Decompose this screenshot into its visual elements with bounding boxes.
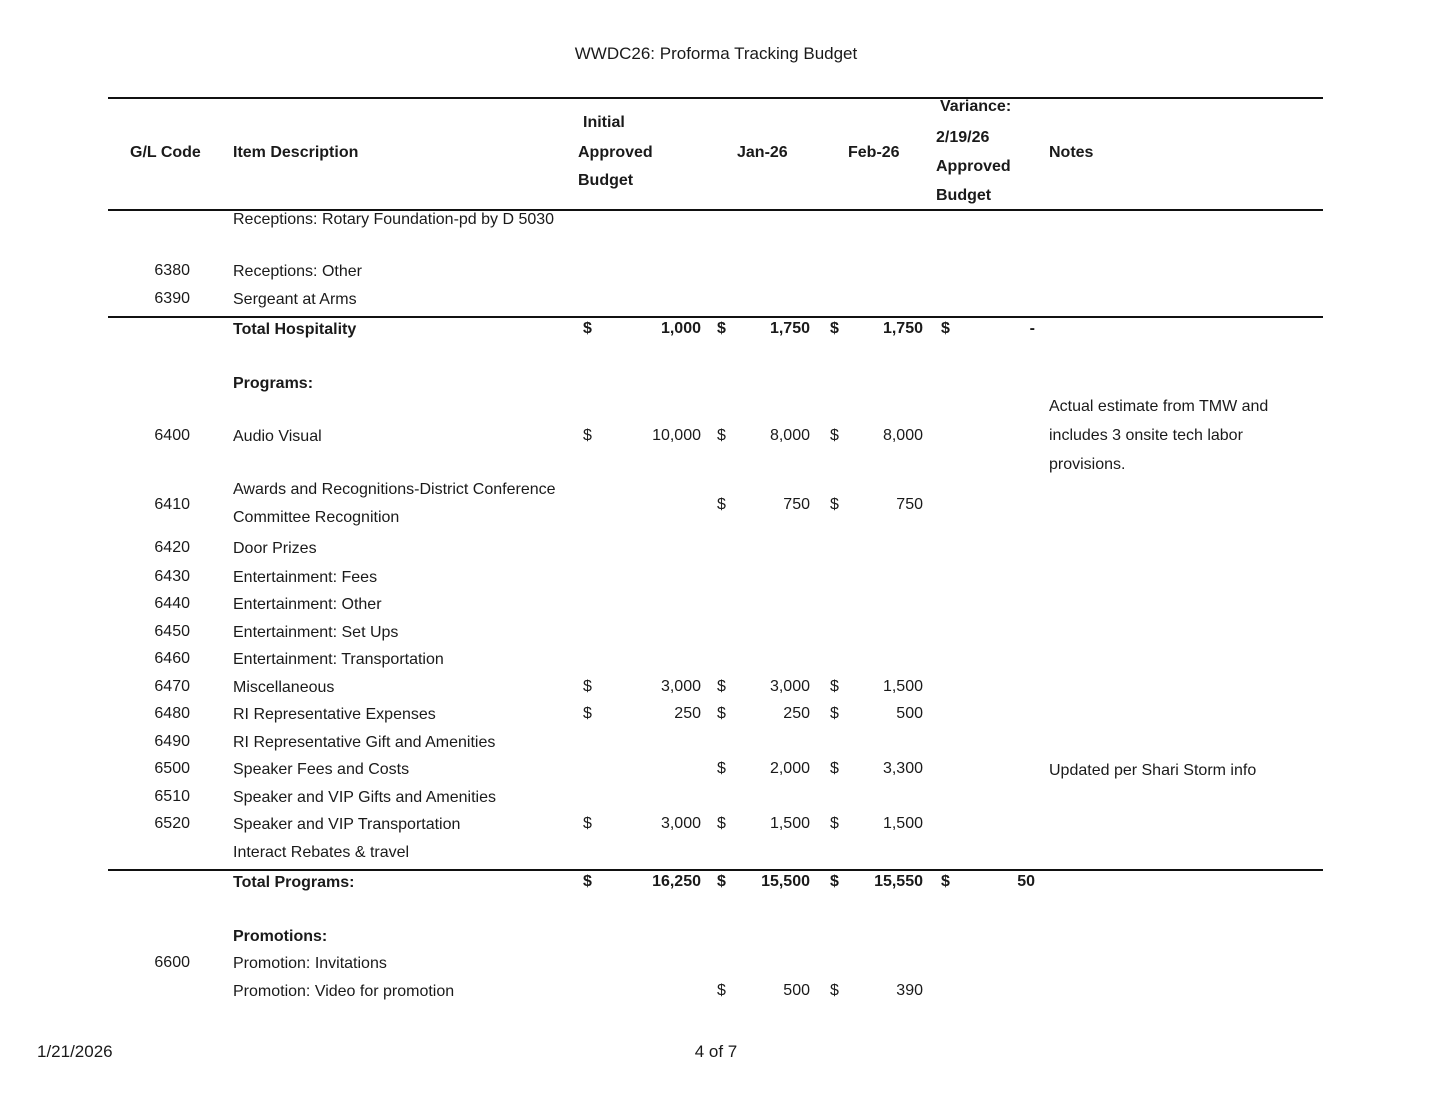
table-row	[108, 289, 1323, 316]
item-description: Total Hospitality	[233, 321, 357, 338]
item-description: Door Prizes	[233, 540, 317, 557]
initial-budget-value: 250	[674, 705, 701, 722]
table-row-spacer	[108, 345, 1323, 373]
feb-currency: $	[830, 760, 839, 777]
item-description: Entertainment: Transportation	[233, 651, 444, 668]
feb-value: 500	[896, 705, 923, 722]
feb-value: 1,750	[882, 320, 923, 337]
header-gl-code: G/L Code	[130, 144, 201, 161]
initial-budget-value: 3,000	[660, 815, 701, 832]
feb-currency: $	[830, 678, 839, 695]
header-feb: Feb-26	[848, 144, 900, 161]
notes-text: Actual estimate from TMW and includes 3 onsite tech labor provisions.	[1049, 398, 1269, 473]
gl-code: 6450	[154, 623, 190, 640]
header-variance-line2: 2/19/26	[936, 129, 990, 146]
item-description: Receptions: Rotary Foundation-pd by D 5030	[233, 211, 555, 228]
feb-currency: $	[830, 705, 839, 722]
item-description: Entertainment: Fees	[233, 569, 378, 586]
feb-value: 750	[896, 496, 923, 513]
gl-code: 6520	[154, 815, 190, 832]
header-notes: Notes	[1049, 144, 1094, 161]
item-description: Entertainment: Set Ups	[233, 624, 399, 641]
initial-budget-currency: $	[583, 815, 592, 832]
item-description: Promotions:	[233, 928, 328, 945]
table-row	[108, 842, 1323, 869]
table-row	[108, 539, 1323, 567]
jan-value: 750	[783, 496, 810, 513]
gl-code: 6400	[154, 427, 190, 444]
jan-currency: $	[717, 678, 726, 695]
header-jan: Jan-26	[737, 144, 788, 161]
table-row	[108, 787, 1323, 814]
document-title: WWDC26: Proforma Tracking Budget	[574, 44, 858, 63]
jan-currency: $	[717, 320, 726, 337]
item-description: Miscellaneous	[233, 679, 335, 696]
feb-value: 390	[896, 982, 923, 999]
initial-budget-currency: $	[583, 678, 592, 695]
budget-table-body	[108, 206, 1323, 1008]
feb-currency: $	[830, 320, 839, 337]
section-heading-promotions	[108, 926, 1323, 953]
table-row	[108, 481, 1323, 539]
feb-value: 1,500	[882, 815, 923, 832]
jan-value: 1,500	[769, 815, 810, 832]
item-description: Entertainment: Other	[233, 596, 382, 613]
jan-value: 250	[783, 705, 810, 722]
feb-currency: $	[830, 815, 839, 832]
item-description: Total Programs:	[233, 874, 355, 891]
jan-value: 8,000	[769, 427, 810, 444]
table-row	[108, 677, 1323, 704]
gl-code: 6600	[154, 954, 190, 971]
feb-value: 8,000	[882, 427, 923, 444]
jan-value: 3,000	[769, 678, 810, 695]
gl-code: 6410	[154, 496, 190, 513]
page-number: 4 of 7	[694, 1042, 738, 1061]
jan-value: 2,000	[769, 760, 810, 777]
jan-currency: $	[717, 496, 726, 513]
initial-budget-value: 16,250	[652, 873, 701, 890]
header-initial-line2: Approved	[578, 144, 653, 161]
feb-currency: $	[830, 982, 839, 999]
initial-budget-currency: $	[583, 873, 592, 890]
table-row-total-hospitality	[108, 316, 1323, 345]
feb-value: 3,300	[882, 760, 923, 777]
item-description: Audio Visual	[233, 428, 322, 445]
table-row	[108, 622, 1323, 649]
gl-code: 6460	[154, 650, 190, 667]
item-description: Awards and Recognitions-District Conference Committee Recognition	[233, 481, 556, 526]
table-row	[108, 649, 1323, 677]
table-row	[108, 206, 1323, 262]
item-description: Promotion: Video for promotion	[233, 983, 455, 1000]
variance-value: -	[1029, 320, 1035, 337]
jan-currency: $	[717, 982, 726, 999]
table-row	[108, 814, 1323, 842]
jan-currency: $	[717, 815, 726, 832]
item-description: Programs:	[233, 375, 314, 392]
item-description: Speaker and VIP Gifts and Amenities	[233, 789, 496, 806]
table-header	[108, 97, 1323, 211]
footer-date: 1/21/2026	[37, 1042, 113, 1061]
initial-budget-currency: $	[583, 427, 592, 444]
header-initial-line1: Initial	[583, 114, 625, 131]
jan-currency: $	[717, 873, 726, 890]
initial-budget-currency: $	[583, 320, 592, 337]
jan-currency: $	[717, 760, 726, 777]
jan-value: 1,750	[769, 320, 810, 337]
variance-currency: $	[941, 320, 950, 337]
table-row	[108, 981, 1323, 1008]
gl-code: 6380	[154, 262, 190, 279]
gl-code: 6480	[154, 705, 190, 722]
table-row	[108, 594, 1323, 622]
initial-budget-value: 10,000	[652, 427, 701, 444]
gl-code: 6440	[154, 595, 190, 612]
item-description: Sergeant at Arms	[233, 291, 357, 308]
gl-code: 6420	[154, 539, 190, 556]
gl-code: 6390	[154, 290, 190, 307]
table-row	[108, 953, 1323, 981]
item-description: Speaker Fees and Costs	[233, 761, 410, 778]
table-row	[108, 732, 1323, 759]
header-initial-line3: Budget	[578, 172, 634, 189]
item-description: Speaker and VIP Transportation	[233, 816, 461, 833]
item-description: RI Representative Gift and Amenities	[233, 734, 496, 751]
variance-currency: $	[941, 873, 950, 890]
jan-value: 15,500	[761, 873, 810, 890]
header-item-description: Item Description	[233, 144, 359, 161]
initial-budget-currency: $	[583, 705, 592, 722]
table-row	[108, 704, 1323, 732]
table-row	[108, 567, 1323, 594]
jan-currency: $	[717, 705, 726, 722]
item-description: RI Representative Expenses	[233, 706, 436, 723]
gl-code: 6470	[154, 678, 190, 695]
table-row	[108, 262, 1323, 289]
table-row	[108, 759, 1323, 787]
header-variance-line1: Variance:	[940, 98, 1012, 115]
feb-currency: $	[830, 427, 839, 444]
jan-currency: $	[717, 427, 726, 444]
table-row-spacer	[108, 898, 1323, 926]
feb-value: 1,500	[882, 678, 923, 695]
notes-text: Updated per Shari Storm info	[1049, 762, 1257, 779]
table-row	[108, 398, 1323, 484]
item-description: Interact Rebates & travel	[233, 844, 410, 861]
initial-budget-value: 1,000	[660, 320, 701, 337]
feb-currency: $	[830, 873, 839, 890]
item-description: Promotion: Invitations	[233, 955, 387, 972]
feb-value: 15,550	[874, 873, 923, 890]
header-variance-line3: Approved	[936, 158, 1011, 175]
gl-code: 6430	[154, 568, 190, 585]
initial-budget-value: 3,000	[660, 678, 701, 695]
variance-value: 50	[1017, 873, 1035, 890]
table-row-total-programs	[108, 869, 1323, 898]
header-variance-line4: Budget	[936, 187, 992, 204]
gl-code: 6510	[154, 788, 190, 805]
jan-value: 500	[783, 982, 810, 999]
item-description: Receptions: Other	[233, 263, 362, 280]
gl-code: 6500	[154, 760, 190, 777]
feb-currency: $	[830, 496, 839, 513]
gl-code: 6490	[154, 733, 190, 750]
